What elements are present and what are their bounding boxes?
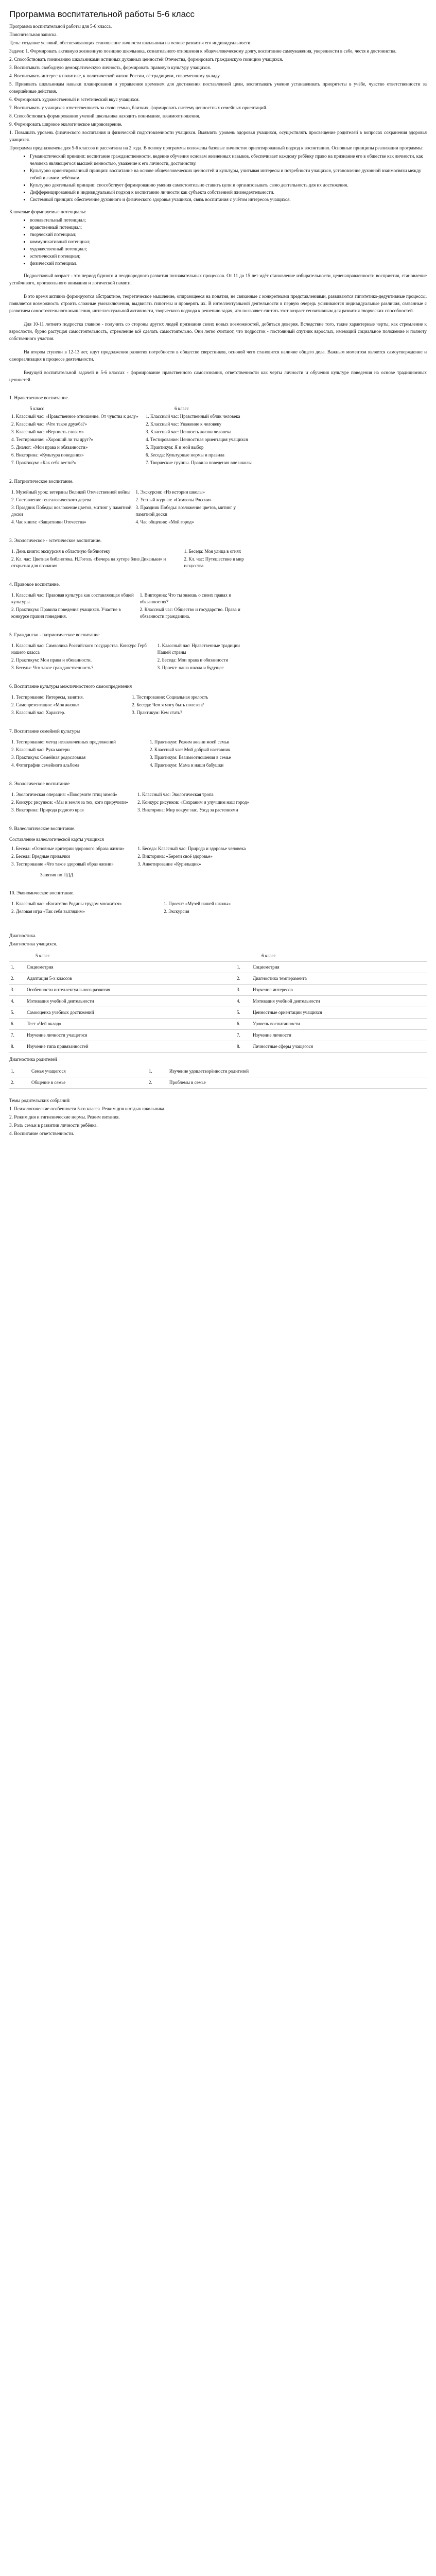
table-cell: 1. Беседа: Моя улица в огнях xyxy=(184,549,241,554)
column-header: 5 класс xyxy=(25,951,235,962)
table-cell: Изучение типа привязанностей xyxy=(25,1041,235,1053)
table-cell: 1. Викторина: Что ты знаешь о своих правах и обязанностях? xyxy=(139,592,232,604)
table-cell: 5. xyxy=(9,1007,25,1019)
table-cell: 1. Классный час: Правовая культура как составляющая общей культуры. xyxy=(11,592,134,604)
table-row xyxy=(9,436,256,444)
table-cell: Общение в семье xyxy=(30,1077,147,1089)
table-cell: 2. Экскурсия xyxy=(164,909,189,914)
table-cell: 1. Экологическая операция: «Покормите птиц зимой» xyxy=(11,792,117,797)
doc-title: Программа воспитательной работы 5-6 класс xyxy=(9,9,195,19)
table-row xyxy=(9,1077,427,1089)
table-cell: 7. xyxy=(235,1030,251,1041)
table-cell: 2. Беседа: Мои права и обязанности xyxy=(157,657,229,663)
task-item: 4. Воспитывать интерес к политике, к политической жизни России, её традициям, современному укладу. xyxy=(9,73,221,78)
table-cell: 1. Тестирование: метод незаконченных предложений xyxy=(11,739,116,744)
table-row xyxy=(9,1019,427,1030)
task-item: 7. Воспитывать у учащихся ответственность за свою семью, близких, формировать систему ценностных семейных ориентаций. xyxy=(9,105,268,110)
table-cell: 3. Классный час: «Верность словам» xyxy=(11,429,84,434)
age-paragraph: Для 10-11 летнего подростка главное - получить со стороны других людей признание своих новых возможностей, добиться доверия. Вследствие того, такие характерные черты, как стремление к взрослости, бурно растущая самостоятельность, стремление всё сделать самостоятельно. Они легко считают, что подросток - постоянный спутник взрослых, имеющий социальное положение и полноту собственного участия. xyxy=(9,321,427,341)
table-cell: Социометрия xyxy=(25,962,235,973)
table-row xyxy=(9,496,256,504)
table-cell: Изучение интересов xyxy=(251,985,427,996)
table-cell: 6. xyxy=(9,1019,25,1030)
table-cell: 2. xyxy=(235,973,251,985)
age-paragraph: Подростковый возраст - это период бурного и неоднородного развития познавательных процессов. От 11 до 15 лет идёт становление избирательности, целенаправленности восприятия, становление устойчивого, произвольного внимания и логической памяти. xyxy=(9,273,427,285)
table-row xyxy=(9,701,256,709)
table-cell: Особенности интеллектуального развития xyxy=(25,985,235,996)
table-cell: 3. Праздник Победы: возложение цветов, митинг у памятной доски xyxy=(135,505,236,517)
table-cell: 7. Творческие группы. Правила поведения вне школы xyxy=(145,460,252,465)
table-row xyxy=(9,1066,427,1077)
potential-item: • эстетический потенциал; xyxy=(30,252,427,260)
potential-item: • физический потенциал. xyxy=(30,260,427,267)
table-cell: Проблемы в семье xyxy=(168,1077,427,1089)
table-cell: 2. xyxy=(9,1077,30,1089)
plan-table xyxy=(9,405,256,467)
table-cell: Изучение личности учащегося xyxy=(25,1030,235,1041)
table-cell: 1. Экскурсия: «Из истории школы» xyxy=(135,489,205,495)
table-cell: 2. Составление генеалогического дерева xyxy=(11,497,91,502)
table-cell: 2. Устный журнал: «Символы России» xyxy=(135,497,212,502)
table-cell: Личностные сферы учащегося xyxy=(251,1041,427,1053)
task-item: Задачи: 1. Формировать активную жизненную позицию школьника, сознательного отношения к общечеловеческому долгу, воспитание самоуважения, уверенности в себе, честя и достоинства. xyxy=(9,48,397,54)
table-cell: 1. xyxy=(235,962,251,973)
principle-item: • Дифференцированный и индивидуальный подход к воспитанию личности как субъекта собственной жизнедеятельности. xyxy=(30,189,427,196)
meetings-title: Темы родительских собраний: xyxy=(9,1098,71,1103)
table-row xyxy=(9,548,256,555)
program-intro: Программа предназначена для 5-6 классов и рассчитана на 2 года. В основу программы положены базовые личностно ориентированный подход к воспитанию. Основные принципы реализации программы: xyxy=(9,145,424,150)
diagnostics-table xyxy=(9,951,427,1053)
table-cell: Мотивация учебной деятельности xyxy=(25,996,235,1007)
section-heading: 2. Патриотическое воспитание. xyxy=(9,479,74,484)
principle-item: • Гуманистический принцип: воспитание гражданственности, ведение обучения основам жизненных навыков, обеспечивает каждому ребёнку право на признание его в обществе как личности, как человека являющегося высшей ценностью, уважение к его личности, достоинству. xyxy=(30,152,427,167)
table-cell: 4. Час книги: «Защитники Отечества» xyxy=(11,519,86,524)
table-cell: 2. Классный час: Мой добрый наставник xyxy=(149,747,231,752)
table-cell: 2. Беседа: Чем я могу быть полезен? xyxy=(132,702,204,707)
table-intro: Составление валеологической карты учащихся xyxy=(9,837,104,842)
plan-table xyxy=(9,642,256,672)
age-paragraph: На втором ступени в 12-13 лет, идут продолжения развития потребности в обществе сверстников, основой чего становится наличие общего дела. Важным моментом является самоутверждение и самореализация в процессе деятельности. xyxy=(9,349,427,362)
table-cell: 2. Классный час: Уважение к человеку xyxy=(145,421,222,427)
table-cell: Семья учащегося xyxy=(30,1066,147,1077)
table-cell: Мотивация учебной деятельности xyxy=(251,996,427,1007)
plan-table xyxy=(9,693,256,717)
table-row xyxy=(9,1041,427,1053)
table-row xyxy=(9,709,256,717)
table-row xyxy=(9,973,427,985)
table-cell: 3. Викторина: Мир вокруг нас. Уход за растениями xyxy=(137,807,238,812)
table-cell: 5. Диалог: «Мои права и обязанности» xyxy=(11,445,88,450)
table-cell: 1. День книги: экскурсия в областную библиотеку xyxy=(11,549,111,554)
table-cell: 2. Конкурс рисунков: «Сохраним и улучшим наш город» xyxy=(137,800,249,805)
table-row xyxy=(9,693,256,701)
table-row xyxy=(9,664,256,672)
table-row xyxy=(9,791,256,799)
table-cell: 1. Беседа: Классный час: Природа и здоровье человека xyxy=(137,846,246,851)
table-cell: Ценностные ориентации учащихся xyxy=(251,1007,427,1019)
table-cell: 2. xyxy=(9,973,25,985)
diagnostics-title: Диагностика. xyxy=(9,933,37,938)
table-row xyxy=(9,1030,427,1041)
plan-table xyxy=(9,548,256,570)
table-row xyxy=(9,996,427,1007)
table-cell: 3. xyxy=(9,985,25,996)
table-row xyxy=(9,1007,427,1019)
section-heading: 3. Экологическое - эстетическое воспитание. xyxy=(9,538,102,544)
table-row xyxy=(9,860,256,868)
potentials-title: Ключевые формируемые потенциалы: xyxy=(9,209,86,214)
table-cell: 1. Классный час: Нравственный облик человека xyxy=(145,414,240,419)
table-row xyxy=(9,591,256,606)
task-item: 5. Прививать школьникам навыки планирования и управления временем для достижения поставленной цели, воспитывать умение устанавливать приоритеты в учёбе, чувство ответственности за совершённые действия. xyxy=(9,81,427,94)
column-header: 5 класс xyxy=(30,406,44,411)
table-cell: 8. xyxy=(9,1041,25,1053)
table-cell: 2. Беседа: Вредные привычки xyxy=(11,854,70,859)
age-paragraph: В это время активно формируются абстрактное, теоретическое мышление, опирающееся на понятия, не связанные с конкретными представлениями, развиваются гипотетико-дедуктивные процессы, появляется возможность строить сложные умозаключения, выдвигать гипотезы и проверять их. В интеллектуальной деятельности в первую очередь усиливаются индивидуальные различия, связанные с развитием самостоятельного мышления, интеллектуальной активности, творческого подхода к решению задач, что позволяет считать этот возраст сензитивным для развития творческих способностей. xyxy=(9,294,427,313)
table-cell: 7. xyxy=(9,1030,25,1041)
table-cell: Уровень воспитанности xyxy=(251,1019,427,1030)
table-cell: 6. xyxy=(235,1019,251,1030)
table-row xyxy=(9,985,427,996)
potentials-list xyxy=(9,216,427,267)
table-cell: 2. Самопрезентация: «Моя жизнь» xyxy=(11,702,80,707)
age-paragraph: Ведущей воспитательной задачей в 5-6 классах - формирование нравственного самосознания, ответственности как черты личности и обучения культуре поведения на основе традиционных ценностей. xyxy=(9,370,427,382)
table-row xyxy=(9,642,256,656)
meeting-item: 4. Воспитание ответственности. xyxy=(9,1131,74,1136)
table-cell: 1. Проект: «Музей нашей школы» xyxy=(164,901,231,906)
plan-table xyxy=(9,488,256,526)
potential-item: • творческий потенциал; xyxy=(30,231,427,238)
task-item: 6. Формировать художественный и эстетический вкус учащихся. xyxy=(9,97,140,102)
meeting-item: 3. Роль семьи в развитии личности ребёнка. xyxy=(9,1123,98,1128)
meeting-item: 1. Психологические особенности 5-го класса. Режим дня и отдых школьника. xyxy=(9,1106,166,1111)
table-cell: 3. Классный час: Характер. xyxy=(11,710,65,715)
table-cell: 1. Тестирование: Социальная зрелость xyxy=(132,694,208,700)
section-heading: 8. Экологическое воспитание xyxy=(9,782,70,787)
table-cell: 3. Проект: наша школа и будущее xyxy=(157,665,224,670)
table-row xyxy=(9,488,256,496)
table-row xyxy=(9,504,256,518)
table-cell: 3. Практикум: Семейная родословная xyxy=(11,755,86,760)
table-cell: 4. Час общения: «Мой город» xyxy=(135,519,194,524)
task-item: 1. Повышать уровень физического воспитания и физической подготовленности учащихся. Выявлять уровень здоровья учащихся, осуществлять просвещение родителей в вопросах сохранения здоровья учащихся. xyxy=(9,130,427,142)
table-cell: 4. xyxy=(235,996,251,1007)
table-row xyxy=(9,761,256,769)
table-row xyxy=(9,428,256,436)
table-cell: 1. Практикум: Режим жизни моей семьи xyxy=(149,739,230,744)
table-cell: 4. xyxy=(9,996,25,1007)
table-cell: 1. xyxy=(9,1066,30,1077)
table-cell: Адаптация 5-х классов xyxy=(25,973,235,985)
table-cell: 2. Классный час: Общество и государство. Права и обязанности гражданина. xyxy=(139,607,240,619)
table-row xyxy=(9,451,256,459)
table-cell: 2. Практикум: Мои права и обязанности. xyxy=(11,657,92,663)
table-row xyxy=(9,413,256,420)
traffic-note: Занятия по ПДД. xyxy=(40,872,75,877)
meeting-item: 2. Режим дня и гигиенические нормы. Режим питания. xyxy=(9,1114,120,1120)
potential-item: • художественный потенциал; xyxy=(30,245,427,252)
parents-title: Диагностика родителей xyxy=(9,1057,57,1062)
table-cell: Изучение удовлетворённости родителей xyxy=(168,1066,427,1077)
table-cell: 4. Фотографии семейного альбома xyxy=(11,762,80,768)
table-row xyxy=(9,459,256,467)
principle-item: • Культурно ориентированный принцип: воспитание на основе общечеловеческих ценностей и культуры, учитывая интересы и потребности учащихся, установление духовной взаимосвязи между собой и самим ребёнком. xyxy=(30,167,427,181)
table-cell: Диагностика темперамента xyxy=(251,973,427,985)
table-cell: 1. Классный час: Нравственные традиции Нашей страны xyxy=(157,643,240,655)
table-cell: 3. Практикум: Кем стать? xyxy=(132,710,182,715)
table-cell: 3. Тестирование «Что такое здоровый образ жизни» xyxy=(11,861,114,867)
table-cell: 4. Тестирование: «Хороший ли ты друг?» xyxy=(11,437,93,442)
table-row xyxy=(9,799,256,806)
section-heading: 5. Гражданско - патриотическое воспитание xyxy=(9,633,100,638)
principles-list xyxy=(9,152,427,203)
table-cell: 1. xyxy=(9,962,25,973)
table-cell: 7. Практикум: «Как себя вести?» xyxy=(11,460,76,465)
section-heading: 9. Валеологическое воспитание. xyxy=(9,826,76,832)
section-heading: 10. Экономическое воспитание. xyxy=(9,891,75,896)
column-header: 6 класс xyxy=(174,406,189,411)
section-heading: 7. Воспитание семейной культуры xyxy=(9,729,80,734)
table-cell: 1. Классный час: «Богатство Родины трудом множится» xyxy=(11,901,122,906)
plan-table xyxy=(9,900,256,916)
principle-item: • Системный принцип: обеспечение духовного и физического здоровья учащихся, связь воспитания с учётом интересов учащихся. xyxy=(30,196,427,203)
table-row xyxy=(9,806,256,814)
potential-item: • нравственный потенциал; xyxy=(30,224,427,231)
table-row xyxy=(9,444,256,451)
table-cell: 6. Викторина: «Культура поведения» xyxy=(11,452,84,457)
table-row xyxy=(9,845,256,853)
column-header: 6 класс xyxy=(251,951,427,962)
table-cell: 3. xyxy=(235,985,251,996)
table-row xyxy=(9,656,256,664)
goal: Цель: создание условий, обеспечивающих становление личности школьника на основе развития его индивидуальности. xyxy=(9,40,252,45)
table-cell: 8. xyxy=(235,1041,251,1053)
table-cell: 1. Классный час: «Нравственное отношение. От чувства к делу» xyxy=(11,414,138,419)
table-cell: 2. Кл. час: Цветная библиотека. Н.Гоголь «Вечера на хуторе близ Диканьки» и открытия для познания xyxy=(11,556,166,568)
table-cell: 3. Праздник Победы: возложение цветов, митинг у памятной доски xyxy=(11,505,132,517)
plan-table xyxy=(9,791,256,814)
plan-table xyxy=(9,845,256,868)
table-cell: 2. Викторина: «Береги своё здоровье» xyxy=(137,854,213,859)
table-cell: 3. Классный час: Ценность жизни человека xyxy=(145,429,232,434)
potential-item: • познавательный потенциал; xyxy=(30,216,427,224)
table-cell: Самооценка учебных достижений xyxy=(25,1007,235,1019)
section-heading: 1. Нравственное воспитание. xyxy=(9,396,69,401)
table-row xyxy=(9,754,256,761)
table-cell: 1. xyxy=(147,1066,168,1077)
table-cell: 2. Классный час: «Что такое дружба?» xyxy=(11,421,87,427)
table-cell: 3. Беседы: Что такое гражданственность? xyxy=(11,665,94,670)
table-cell: Изучение личности xyxy=(251,1030,427,1041)
parents-table xyxy=(9,1066,427,1089)
table-cell: 2. Классный час: Рука матери xyxy=(11,747,70,752)
section-heading: 4. Правовое воспитание. xyxy=(9,582,60,587)
principle-item: • Культурно деятельный принцип: способствует формированию умения самостоятельно ставить цели и организовывать свою деятельность для их достижения. xyxy=(30,181,427,189)
table-row xyxy=(9,853,256,860)
table-row xyxy=(9,420,256,428)
plan-table xyxy=(9,738,256,769)
doc-subtitle: Программа воспитательной работы для 5-6 класса. xyxy=(9,24,112,29)
note-title: Пояснительная записка. xyxy=(9,32,58,37)
table-cell: 1. Музейный урок: ветераны Великой Отечественной войны xyxy=(11,489,131,495)
table-cell: 1. Классный час: Символика Российского государства. Конкурс Герб нашего класса xyxy=(11,643,147,655)
table-cell: 3. Практикум: Взаимоотношения в семье xyxy=(149,755,231,760)
table-cell: 4. Практикум: Мама и наши бабушки xyxy=(149,762,224,768)
table-cell: 3. Викторина: Природа родного края xyxy=(11,807,84,812)
table-cell: 3. Анкетирование «Курильщик» xyxy=(137,861,201,867)
table-cell: 2. Кл. час: Путешествие в мир искусства xyxy=(184,556,244,568)
plan-table xyxy=(9,591,256,620)
table-cell: 4. Тестирование: Ценностная ориентация учащихся xyxy=(145,437,248,442)
table-cell: 5. Практикум: Я и мой выбор xyxy=(145,445,204,450)
tasks-list xyxy=(9,47,427,143)
table-row xyxy=(9,962,427,973)
table-row xyxy=(9,738,256,746)
table-cell: 2. Практикум: Правила поведения учащихся. Участие в конкурсе правил поведения. xyxy=(11,607,121,619)
task-item: 2. Способствовать пониманию школьниками истинных духовных ценностей Отечества, формировать гражданскую позицию учащихся. xyxy=(9,57,283,62)
table-cell: 1. Классный час: Экологическая тропа xyxy=(137,792,214,797)
table-cell: 1. Беседа: «Основные критерии здорового образа жизни» xyxy=(11,846,125,851)
table-row xyxy=(9,606,256,620)
potential-item: • коммуникативный потенциал; xyxy=(30,238,427,245)
table-cell: 6. Беседа: Культурные нормы и правила xyxy=(145,452,224,457)
section-heading: 6. Воспитание культуры межличностного самоопределения xyxy=(9,684,132,689)
table-row xyxy=(9,900,256,908)
table-cell: Социометрия xyxy=(251,962,427,973)
task-item: 9. Формировать широкое экологическое мировоззрение. xyxy=(9,122,123,127)
task-item: 3. Воспитывать свободную демократическую личность, формировать правовую культуру учащихся. xyxy=(9,65,211,70)
table-cell: 2. Деловая игра «Так себя выглядим» xyxy=(11,909,85,914)
table-row xyxy=(9,746,256,754)
table-cell: 2. xyxy=(147,1077,168,1089)
task-item: 8. Способствовать формированию умений школьника находить понимание, взаимоотношения. xyxy=(9,113,200,118)
table-cell: 2. Конкурс рисунков: «Мы и земля за тех, кого приручили» xyxy=(11,800,128,805)
table-cell: 1. Тестирование: Интересы, занятия. xyxy=(11,694,84,700)
table-row xyxy=(9,908,256,916)
table-cell: Тест «Чей вклад» xyxy=(25,1019,235,1030)
table-cell: 5. xyxy=(235,1007,251,1019)
diagnostics-subtitle: Диагностика учащихся. xyxy=(9,941,57,946)
table-row xyxy=(9,555,256,570)
table-row xyxy=(9,518,256,526)
